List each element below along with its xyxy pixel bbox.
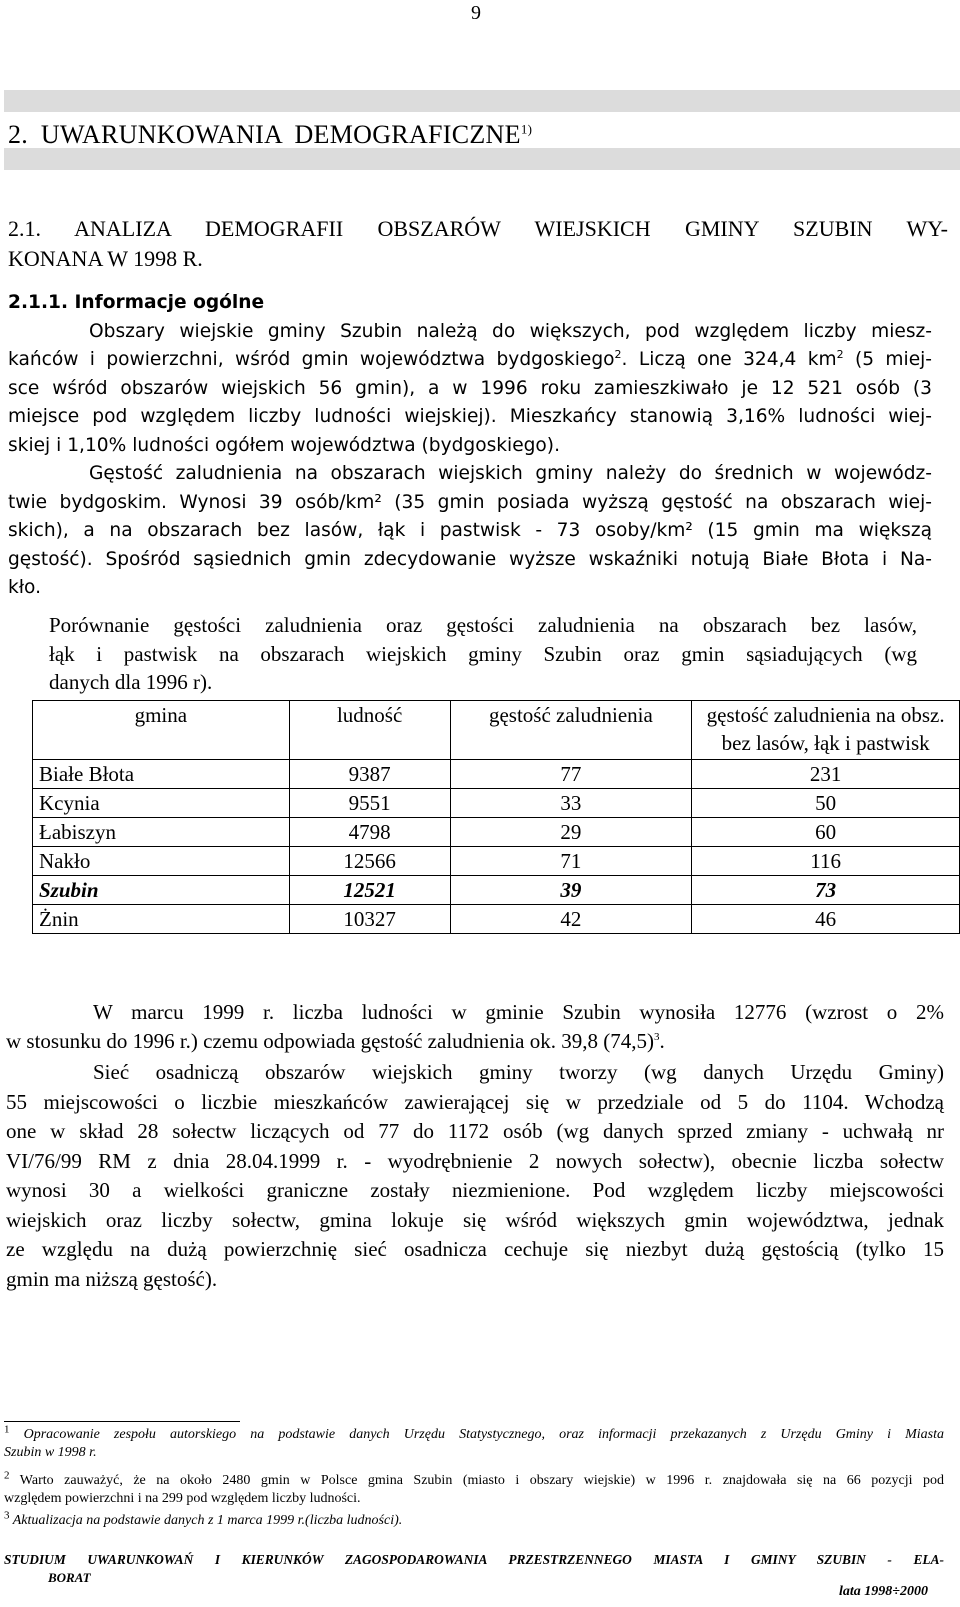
table-cell: 4798 <box>289 818 450 847</box>
paragraph-1-line4: miejsce pod względem liczby ludności wiejskiej). Mieszkańcy stanowią 3,16% ludności wiej- <box>8 406 932 427</box>
chapter-heading <box>8 120 532 150</box>
chapter-heading-text: 2. UWARUNKOWANIA DEMOGRAFICZNE <box>8 120 521 149</box>
paragraph-2-line4: gęstość). Spośród sąsiednich gmin zdecydowanie wyższe wskaźniki notują Białe Błota i Na- <box>8 548 932 570</box>
section-heading <box>8 214 948 274</box>
table-caption-line2: łąk i pastwisk na obszarach wiejskich gminy Szubin oraz gmin sąsiadujących (wg <box>49 641 917 666</box>
footer-line2: BORAT <box>48 1570 91 1585</box>
footnote-number: 1 <box>4 1423 10 1436</box>
table-row <box>33 760 960 789</box>
table-cell: 77 <box>450 760 692 789</box>
text: (5 miej- <box>843 349 933 370</box>
table-row-highlighted <box>33 876 960 905</box>
heading1-top-bar <box>4 90 960 112</box>
table-cell: Białe Błota <box>33 760 290 789</box>
table-cell: 231 <box>692 760 960 789</box>
footnote-1 <box>4 1423 944 1462</box>
paragraph-4-line7: ze względu na dużą powierzchnię sieć osadnicza cechuje się niezbyt dużą gęstością (tylko 15 <box>6 1237 944 1261</box>
table-cell: 73 <box>692 876 960 905</box>
density-table <box>32 700 960 934</box>
footnote-3 <box>4 1509 944 1530</box>
paragraph-1 <box>8 289 932 460</box>
table-header-row <box>33 701 960 760</box>
paragraph-1-line5: skiej i 1,10% ludności ogółem województwa (bydgoskiego). <box>8 434 560 456</box>
table-cell: 116 <box>692 847 960 876</box>
table-cell: 50 <box>692 789 960 818</box>
footnote-ref: 3 <box>653 1030 660 1043</box>
paragraph-2-line3: skich), a na obszarach bez lasów, łąk i pastwisk - 73 osoby/km² (15 gmin ma większą <box>8 520 932 541</box>
section-heading-line2: KONANA W 1998 R. <box>8 246 203 271</box>
paragraph-2-line2: twie bydgoskim. Wynosi 39 osób/km² (35 gmin posiada wyższą gęstość na obszarach wiej- <box>8 491 932 513</box>
chapter-heading-footnote-ref: 1) <box>520 121 533 137</box>
table-cell: 29 <box>450 818 692 847</box>
text: . Liczą one 324,4 km <box>621 349 837 370</box>
footer-years: lata 1998÷2000 <box>839 1584 928 1599</box>
paragraph-4-line8: gmin ma niższą gęstość). <box>6 1266 218 1291</box>
table-cell: 60 <box>692 818 960 847</box>
paragraph-3-line1: W marcu 1999 r. liczba ludności w gminie Szubin wynosiła 12776 (wzrost o 2% <box>93 1000 944 1024</box>
table-cell: 33 <box>450 789 692 818</box>
paragraph-4-line2: 55 miejscowości o liczbie mieszkańców zawierającej się w przedziale od 5 do 1104. Wchodzą <box>6 1089 944 1114</box>
table-row <box>33 847 960 876</box>
footnote-2-line1: Warto zauważyć, że na około 2480 gmin w Polsce gmina Szubin (miasto i obszary wiejskie) w 1996 r. znajdowała się na 66 pozycji pod <box>19 1473 944 1488</box>
table-cell: 9551 <box>289 789 450 818</box>
table-caption <box>49 611 917 697</box>
paragraph-1-line1: Obszary wiejskie gminy Szubin należą do większych, pod względem liczby miesz- <box>89 320 932 342</box>
column-header: gęstość zaludnienia na obsz. bez lasów, łąk i pastwisk <box>692 701 960 760</box>
page-footer <box>4 1551 944 1587</box>
column-header: ludność <box>289 701 450 760</box>
table-cell: Żnin <box>33 905 290 934</box>
table-cell: 9387 <box>289 760 450 789</box>
text: . <box>659 1028 665 1053</box>
paragraph-1-line2 <box>8 346 932 375</box>
footnote-number: 2 <box>4 1469 10 1482</box>
section-heading-line1: 2.1. ANALIZA DEMOGRAFII OBSZARÓW WIEJSKICH GMINY SZUBIN WY- <box>8 216 948 241</box>
table-cell: Kcynia <box>33 789 290 818</box>
superscript: 2 <box>836 347 844 361</box>
footnote-2 <box>4 1469 944 1508</box>
paragraph-2-line5: kło. <box>8 577 42 598</box>
paragraph-3 <box>6 998 944 1055</box>
table-row <box>33 789 960 818</box>
paragraph-4-line3: one w skład 28 sołectw liczących od 77 do 1172 osób (wg danych sprzed zmiany - uchwałą nr <box>6 1119 944 1143</box>
paragraph-4-line1: Sieć osadniczą obszarów wiejskich gminy tworzy (wg danych Urzędu Gminy) <box>93 1060 944 1084</box>
paragraph-4-line5: wynosi 30 a wielkości graniczne zostały niezmienione. Pod względem liczby miejscowości <box>6 1178 944 1202</box>
table-cell: 39 <box>450 876 692 905</box>
table-cell: 10327 <box>289 905 450 934</box>
footnote-separator <box>4 1421 240 1422</box>
table-cell: 42 <box>450 905 692 934</box>
page-number: 9 <box>471 2 481 24</box>
footnote-3-line1: Aktualizacja na podstawie danych z 1 marca 1999 r.(liczba ludności). <box>12 1513 403 1528</box>
column-header: gmina <box>33 701 290 760</box>
table-row <box>33 905 960 934</box>
footnote-1-line2: Szubin w 1998 r. <box>4 1445 97 1460</box>
text: kańców i powierzchni, wśród gmin województwa bydgoskiego <box>8 349 615 370</box>
table-row <box>33 818 960 847</box>
footer-line1: STUDIUM UWARUNKOWAŃ I KIERUNKÓW ZAGOSPODAROWANIA PRZESTRZENNEGO MIASTA I GMINY SZUBIN - ELA- <box>4 1552 944 1567</box>
paragraph-4 <box>6 1058 944 1294</box>
paragraph-4-line6: wiejskich oraz liczby sołectw, gmina lokuje się wśród większych gmin województwa, jednak <box>6 1207 944 1232</box>
paragraph-3-line2 <box>6 1027 944 1056</box>
paragraph-2-line1: Gęstość zaludnienia na obszarach wiejskich gminy należy do średnich w wojewódz- <box>89 463 932 484</box>
table-cell: 71 <box>450 847 692 876</box>
footnote-2-line2: względem powierzchni i na 299 pod względem liczby ludności. <box>4 1491 361 1506</box>
table-cell: Szubin <box>33 876 290 905</box>
heading1-bottom-bar <box>4 148 960 170</box>
paragraph-4-line4: VI/76/99 RM z dnia 28.04.1999 r. - wyodrębnienie 2 nowych sołectw), obecnie liczba sołectw <box>6 1148 944 1173</box>
table-cell: 12566 <box>289 847 450 876</box>
table-caption-line3: danych dla 1996 r). <box>49 670 213 694</box>
table-cell: Nakło <box>33 847 290 876</box>
footnote-1-line1: Opracowanie zespołu autorskiego na podstawie danych Urzędu Statystycznego, oraz informacji przekazanych z Urzędu Gminy i Miasta <box>23 1427 944 1442</box>
table-cell: Łabiszyn <box>33 818 290 847</box>
paragraph-1-line3: sce wśród obszarów wiejskich 56 gmin), a w 1996 roku zamieszkiwało je 12 521 osób (3 <box>8 377 932 399</box>
table-cell: 12521 <box>289 876 450 905</box>
text: w stosunku do 1996 r.) czemu odpowiada gęstość zaludnienia ok. 39,8 (74,5) <box>6 1028 654 1053</box>
footnote-ref: 2 <box>614 347 622 361</box>
paragraph-2 <box>8 460 932 603</box>
column-header: gęstość zaludnienia <box>450 701 692 760</box>
table-caption-line1: Porównanie gęstości zaludnienia oraz gęstości zaludnienia na obszarach bez lasów, <box>49 613 917 637</box>
footnote-number: 3 <box>4 1509 10 1522</box>
table-cell: 46 <box>692 905 960 934</box>
subsection-heading: 2.1.1. Informacje ogólne <box>8 292 265 313</box>
